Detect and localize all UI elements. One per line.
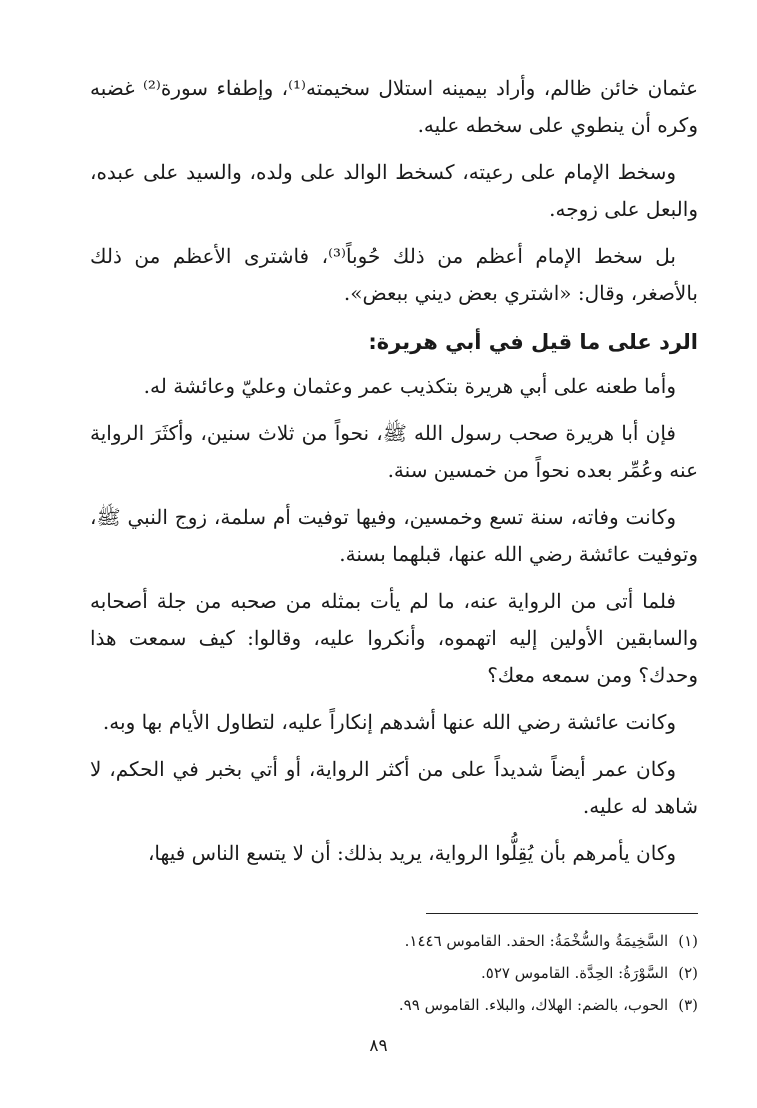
section-paragraph-6: وكان عمر أيضاً شديداً على من أكثر الرواية، أو أتي بخبر في الحكم، لا شاهد له عليه. [90, 757, 698, 818]
section-heading: الرد على ما قيل في أبي هريرة: [368, 330, 698, 354]
page-body [90, 70, 698, 882]
footnote-number: (٢) [678, 964, 698, 982]
footnote-3 [90, 989, 698, 1021]
footnote-divider [426, 913, 698, 914]
footnote-text: السَّخِيمَةُ والسُّخْمَةُ: الحقد. القاموس ١٤٤٦. [404, 932, 669, 950]
footnotes [90, 925, 698, 1021]
section-paragraph-3: وكانت وفاته، سنة تسع وخمسين، وفيها توفيت أم سلمة، زوج النبي ﷺ، وتوفيت عائشة رضي الله عنها، قبلهما بسنة. [90, 505, 698, 566]
footnote-number: (٣) [678, 996, 698, 1014]
footnote-2 [90, 957, 698, 989]
section-paragraph-2: فإن أبا هريرة صحب رسول الله ﷺ، نحواً من ثلاث سنين، وأكثَرَ الرواية عنه وعُمِّر بعده نحواً من خمسين سنة. [90, 421, 698, 482]
paragraph-3: بل سخط الإمام أعظم من ذلك حُوباً⁽³⁾، فاشترى الأعظم من ذلك بالأصغر، وقال: «اشتري بعض ديني ببعض». [90, 244, 698, 305]
footnote-text: الحوب، بالضم: الهلاك، والبلاء. القاموس ٩٩. [398, 996, 669, 1014]
section-paragraph-4: فلما أتى من الرواية عنه، ما لم يأت بمثله من صحبه من جلة أصحابه والسابقين الأولين إليه اتهموه، وأنكروا عليه، وقالوا: كيف سمعت هذا وحدك؟ ومن سمعه معك؟ [90, 589, 698, 687]
section-paragraph-1: وأما طعنه على أبي هريرة بتكذيب عمر وعثمان وعليّ وعائشة له. [143, 374, 676, 398]
paragraph-1: عثمان خائن ظالم، وأراد بيمينه استلال سخيمته⁽¹⁾، وإطفاء سورة⁽²⁾ غضبه وكره أن ينطوي على سخطه عليه. [90, 76, 698, 137]
footnote-number: (١) [678, 932, 698, 950]
section-paragraph-7: وكان يأمرهم بأن يُقِلُّوا الرواية، يريد بذلك: أن لا يتسع الناس فيها، [147, 841, 676, 865]
footnote-text: السَّوْرَةُ: الحِدَّة. القاموس ٥٢٧. [481, 964, 669, 982]
page-number: ٨٩ [369, 1036, 388, 1056]
section-paragraph-5: وكانت عائشة رضي الله عنها أشدهم إنكاراً عليه، لتطاول الأيام بها وبه. [102, 710, 676, 734]
paragraph-2: وسخط الإمام على رعيته، كسخط الوالد على ولده، والسيد على عبده، والبعل على زوجه. [90, 160, 698, 221]
footnote-1 [90, 925, 698, 957]
